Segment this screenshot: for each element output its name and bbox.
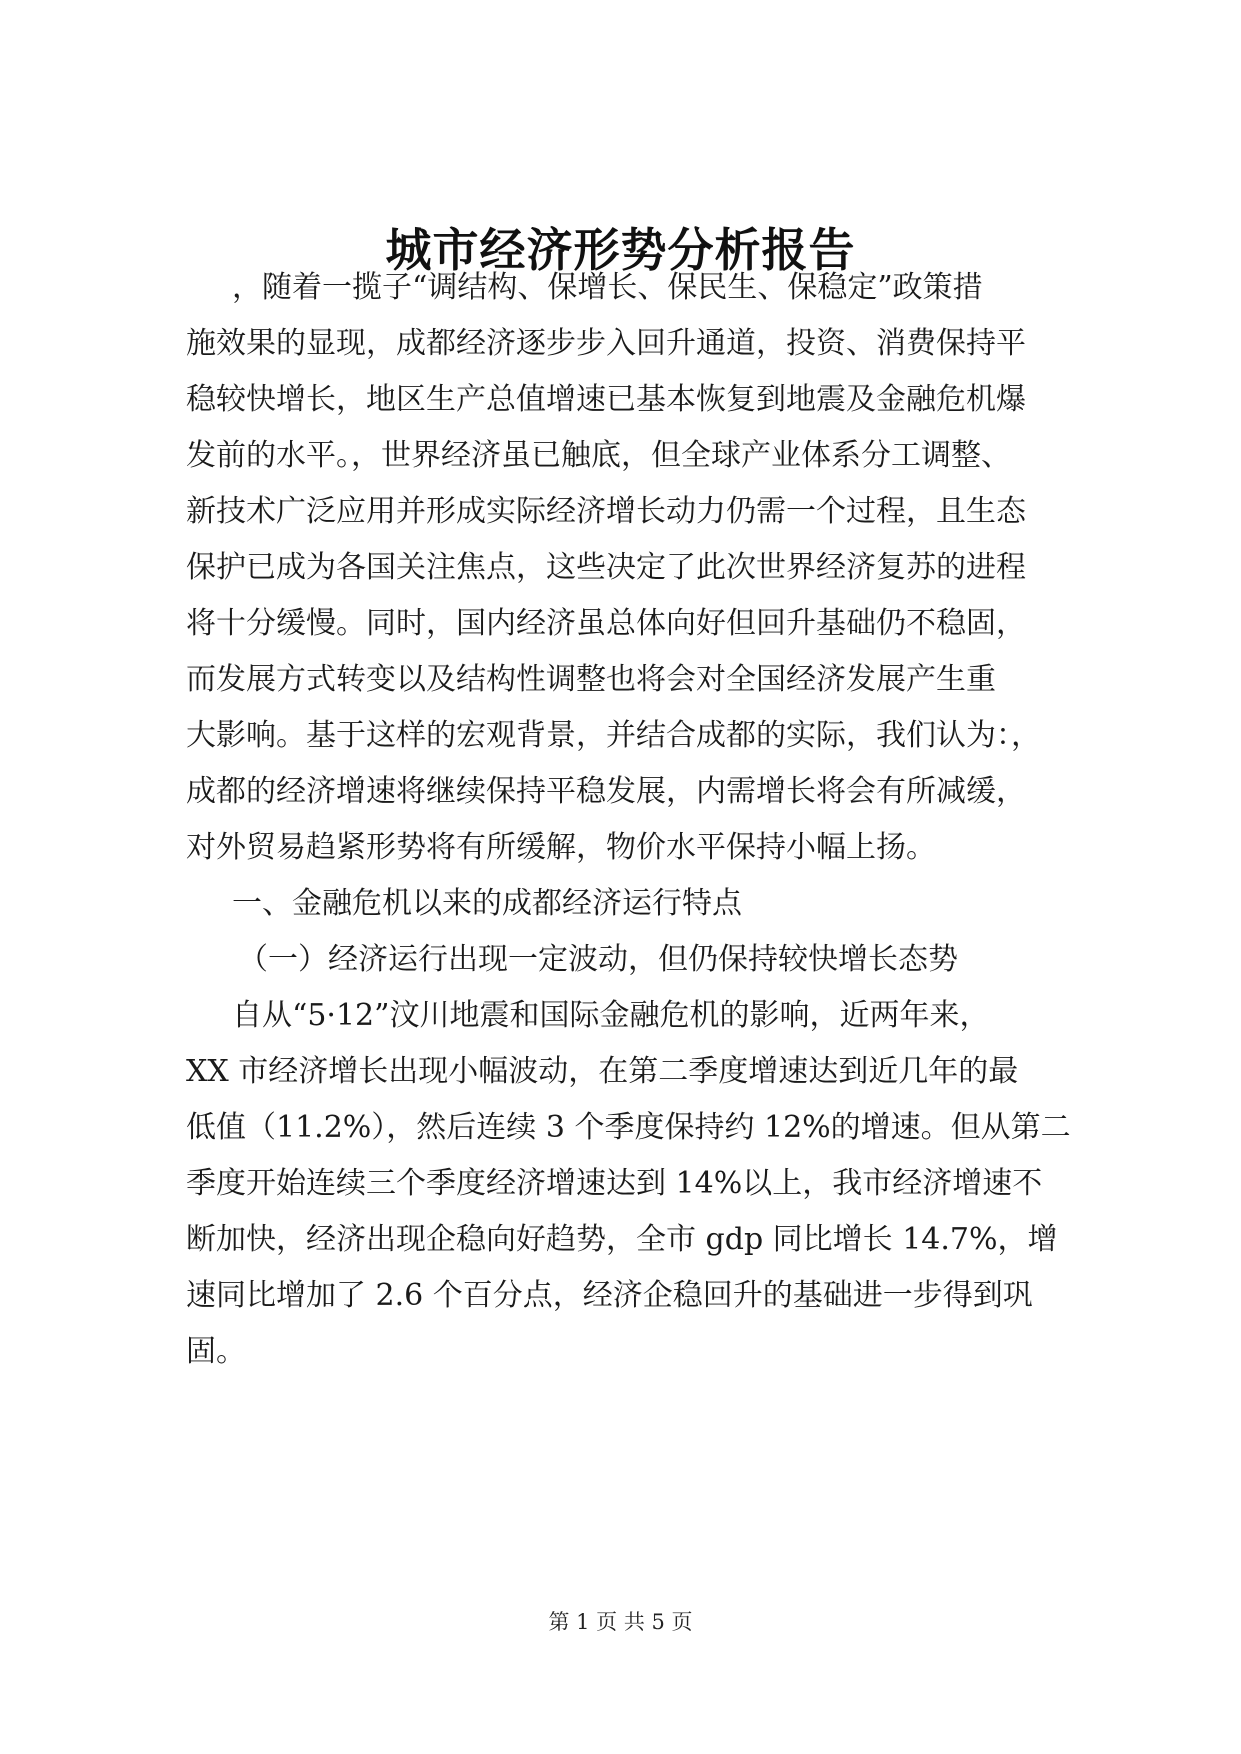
paragraph-line: ，随着一揽子“调结构、保增长、保民生、保稳定”政策措 <box>232 270 983 305</box>
subsection-heading: （一）经济运行出现一定波动，但仍保持较快增长态势 <box>238 942 958 977</box>
paragraph-line: 发前的水平。，世界经济虽已触底，但全球产业体系分工调整、 <box>186 438 1011 473</box>
paragraph-line: 断加快，经济出现企稳向好趋势，全市 gdp 同比增长 14.7%，增 <box>186 1222 1058 1257</box>
paragraph-line: 保护已成为各国关注焦点，这些决定了此次世界经济复苏的进程 <box>186 550 1026 585</box>
paragraph-line: 低值（11.2%），然后连续 3 个季度保持约 12%的增速。但从第二 <box>186 1110 1071 1145</box>
section-heading: 一、金融危机以来的成都经济运行特点 <box>232 886 742 921</box>
paragraph-line: XX 市经济增长出现小幅波动，在第二季度增速达到近几年的最 <box>186 1054 1019 1089</box>
paragraph-line: 大影响。基于这样的宏观背景，并结合成都的实际，我们认为：， <box>186 718 1041 753</box>
paragraph-line: 季度开始连续三个季度经济增速达到 14%以上，我市经济增速不 <box>186 1166 1043 1201</box>
paragraph-line: 稳较快增长，地区生产总值增速已基本恢复到地震及金融危机爆 <box>186 382 1026 417</box>
paragraph-line: 施效果的显现，成都经济逐步步入回升通道，投资、消费保持平 <box>186 326 1026 361</box>
paragraph-line: 而发展方式转变以及结构性调整也将会对全国经济发展产生重 <box>186 662 996 697</box>
page-footer: 第 1 页 共 5 页 <box>548 1610 693 1634</box>
paragraph-line: 自从“5·12”汶川地震和国际金融危机的影响，近两年来， <box>232 998 990 1033</box>
paragraph-line: 将十分缓慢。同时，国内经济虽总体向好但回升基础仍不稳固， <box>186 606 1026 641</box>
paragraph-line: 对外贸易趋紧形势将有所缓解，物价水平保持小幅上扬。 <box>186 830 936 865</box>
paragraph-line: 固。 <box>186 1334 246 1369</box>
document-title: 城市经济形势分析报告 <box>385 223 856 277</box>
paragraph-line: 成都的经济增速将继续保持平稳发展，内需增长将会有所减缓， <box>186 774 1026 809</box>
paragraph-line: 新技术广泛应用并形成实际经济增长动力仍需一个过程，且生态 <box>186 494 1026 529</box>
paragraph-line: 速同比增加了 2.6 个百分点，经济企稳回升的基础进一步得到巩 <box>186 1278 1033 1313</box>
